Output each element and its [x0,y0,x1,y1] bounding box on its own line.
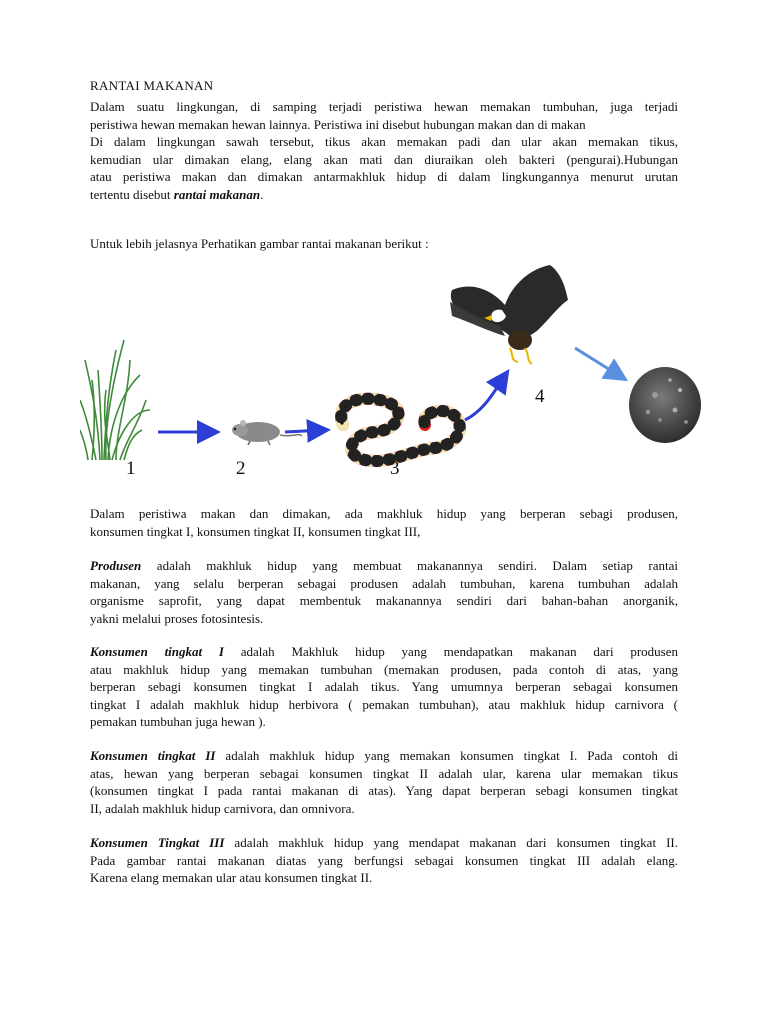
produsen-line [90,557,678,575]
bacteria-icon [629,367,701,443]
konsumen2-line: atas, hewan yang berperan sebagai konsumen tingkat II adalah ular, karena ular memakan tikus [90,765,678,781]
chain-label-2: 2 [236,458,246,479]
intro-line [90,186,678,204]
intro-paragraph [90,98,678,203]
produsen-first-rest: adalah makhluk hidup yang membuat makanannya sendiri. Dalam setiap rantai [141,558,678,573]
konsumen1-line: berperan sebagi konsumen tingkat I adalah tikus. Yang umumnya berperan sebagai konsumen [90,679,678,694]
konsumen1-first-rest: adalah Makhluk hidup yang mendapatkan makanan dari produsen [223,644,678,659]
roles-paragraph [90,505,678,540]
konsumen1-paragraph [90,643,678,731]
chain-label-1: 1 [126,458,136,479]
intro-line: Dalam suatu lingkungan, di samping terjadi peristiwa hewan memakan tumbuhan, juga terjadi [90,99,678,114]
konsumen2-first-rest: adalah makhluk hidup yang memakan konsumen tingkat I. Pada contoh di [215,748,678,763]
arrow-eagle-to-bacteria [575,348,623,378]
konsumen3-term: Konsumen Tingkat III [90,835,225,850]
konsumen3-line [90,834,678,852]
konsumen2-line [90,747,678,765]
intro-last-prefix: tertentu disebut [90,186,174,202]
eagle-icon [450,265,568,364]
konsumen1-term: Konsumen tingkat I [90,644,224,659]
roles-line: Dalam peristiwa makan dan dimakan, ada makhluk hidup yang berperan sebagi produsen, [90,506,678,521]
konsumen2-term: Konsumen tingkat II [90,748,216,763]
chain-label-3: 3 [390,458,400,479]
roles-line: konsumen tingkat I, konsumen tingkat II, konsumen tingkat III, [90,523,421,539]
konsumen3-first-rest: adalah makhluk hidup yang mendapat makanan dari konsumen tingkat II. [224,835,678,850]
intro-last-suffix: . [260,186,264,202]
konsumen1-line: pemakan tumbuhan juga hewan ). [90,714,266,729]
konsumen3-paragraph [90,834,678,887]
grass-icon [80,340,150,460]
snake-icon [340,399,459,461]
produsen-term: Produsen [90,558,142,573]
food-chain-figure [80,260,708,490]
arrow-mouse-to-snake [285,430,325,432]
konsumen2-line: II, adalah makhluk hidup carnivora, dan omnivora. [90,800,355,816]
produsen-line: yakni melalui proses fotosintesis. [90,610,264,626]
konsumen3-line: Karena elang memakan ular atau konsumen tingkat II. [90,870,373,885]
produsen-line: makanan, yang selalu berperan sebagai produsen adalah tumbuhan, karena tumbuhan adalah [90,575,678,591]
intro-line: atau peristiwa makan dan dimakan antarmakhluk hidup di dalam lingkungannya menurut urutan [90,169,678,184]
konsumen3-line: Pada gambar rantai makanan diatas yang berfungsi sebagai konsumen tingkat III adalah elang. [90,852,678,868]
konsumen1-line [90,643,678,661]
intro-line: Di dalam lingkungan sawah tersebut, tikus akan memakan padi dan ular akan memakan tikus, [90,134,678,149]
konsumen2-paragraph [90,747,678,817]
produsen-line: organisme saprofit, yang dapat membentuk makanannya sendiri dari bahan-bahan anorganik, [90,593,678,608]
intro-line: peristiwa hewan memakan hewan lainnya. Peristiwa ini disebut hubungan makan dan di makan [90,116,586,132]
konsumen1-line: atau makhluk hidup yang memakan tumbuhan (memakan produsen, pada contoh di atas, yang [90,661,678,677]
food-chain-illustration [80,260,708,490]
arrow-snake-to-eagle [465,374,506,420]
konsumen2-line: (konsumen tingkat I pada rantai makanan di atas). Yang dapat berperan sebagi konsumen tingkat [90,783,678,798]
document-title: RANTAI MAKANAN [90,78,214,93]
produsen-paragraph [90,557,678,627]
figure-intro: Untuk lebih jelasnya Perhatikan gambar rantai makanan berikut : [90,236,429,251]
chain-label-4: 4 [535,386,545,407]
intro-term: rantai makanan [173,186,261,202]
konsumen1-line: tingkat I adalah makhluk hidup herbivora ( pemakan tumbuhan), atau makhluk hidup carnivora ( [90,696,678,712]
intro-line: kemudian ular dimakan elang, elang akan mati dan diuraikan oleh bakteri (pengurai).Hubungan [90,151,678,167]
